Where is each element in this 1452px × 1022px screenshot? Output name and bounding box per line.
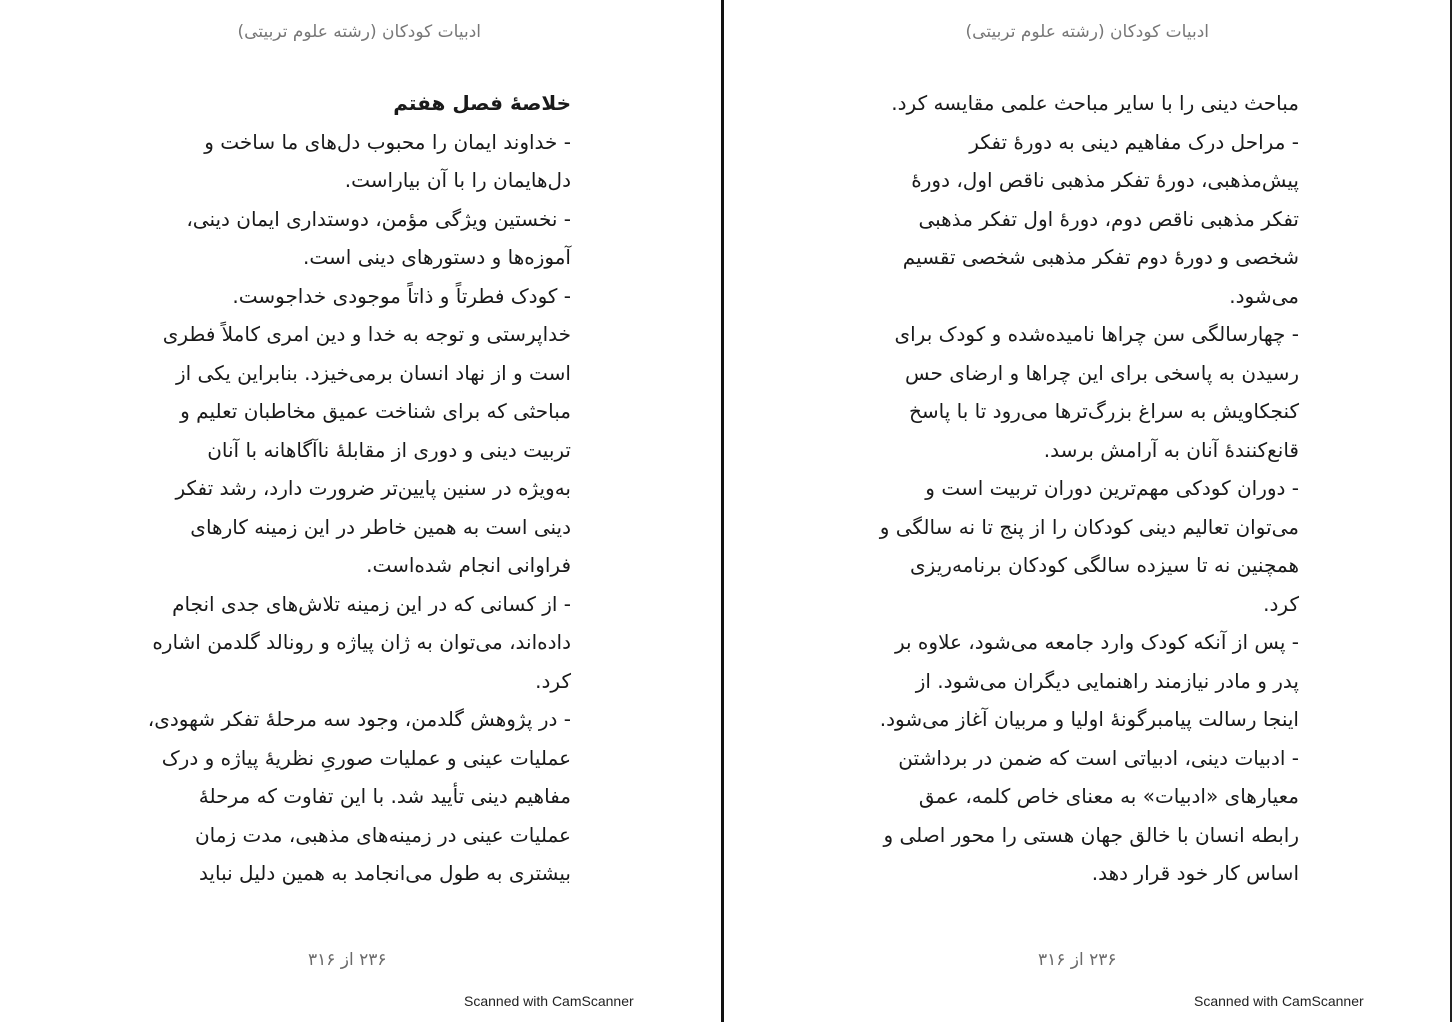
text-line: - نخستین ویژگی مؤمن، دوستداری ایمان دینی، [186, 206, 571, 231]
text-line: - ادبیات دینی، ادبیاتی است که ضمن در برداشتن [898, 745, 1299, 770]
text-line: تربیت دینی و دوری از مقابلۀ ناآگاهانه با آنان [207, 437, 571, 462]
text-line: عملیات عینی و عملیات صوریِ نظریۀ پیاژه و درک [161, 745, 571, 770]
text-line: فراوانی انجام شده‌است. [366, 553, 571, 577]
text-line: عملیات عینی در زمینه‌های مذهبی، مدت زمان [194, 822, 571, 847]
text-line: پدر و مادر نیازمند راهنمایی دیگران می‌شود. از [915, 668, 1299, 693]
text-line: تفکر مذهبی ناقص دوم، دورۀ اول تفکر مذهبی [918, 206, 1299, 231]
section-title: خلاصۀ فصل هفتم [393, 91, 571, 115]
text-line: - مراحل درک مفاهیم دینی به دورۀ تفکر [969, 129, 1299, 154]
page-number: ۲۳۶ از ۳۱۶ [1038, 950, 1117, 970]
page-number: ۲۳۶ از ۳۱۶ [308, 950, 387, 970]
text-line: مباحثی که برای شناخت عمیق مخاطبان تعلیم و [180, 399, 571, 423]
text-line: کنجکاویش به سراغ بزرگ‌ترها می‌رود تا با پاسخ [908, 399, 1299, 423]
scanner-watermark: Scanned with CamScanner [1194, 993, 1364, 1009]
text-line: دل‌هایمان را با آن بیاراست. [344, 168, 571, 192]
text-line: دینی است به همین خاطر در این زمینه کارهای [190, 514, 571, 539]
text-line: بیشتری به طول می‌انجامد به همین دلیل نباید [198, 861, 571, 885]
text-line: معیارهای «ادبیات» به معنای خاص کلمه، عمق [918, 784, 1299, 808]
text-line: مباحث دینی را با سایر مباحث علمی مقایسه کرد. [891, 91, 1299, 115]
right-page [724, 0, 1452, 1022]
page-header: ادبیات کودکان (رشته علوم تربیتی) [237, 22, 481, 42]
text-line: - دوران کودکی مهم‌ترین دوران تربیت است و [925, 476, 1299, 500]
page-body [147, 84, 571, 893]
text-line: می‌توان تعالیم دینی کودکان را از پنج تا نه سالگی و [879, 514, 1299, 539]
text-line: اینجا رسالت پیامبرگونۀ اولیا و مربیان آغاز می‌شود. [879, 707, 1299, 731]
text-line: - از کسانی که در این زمینه تلاش‌های جدی انجام [172, 591, 571, 616]
text-line: - خداوند ایمان را محبوب دل‌های ما ساخت و [204, 129, 571, 154]
text-line: آموزه‌ها و دستورهای دینی است. [303, 245, 571, 269]
text-line: داده‌اند، می‌توان به ژان پیاژه و رونالد گلدمن اشاره [152, 630, 571, 654]
text-line: مفاهیم دینی تأیید شد. با این تفاوت که مرحلۀ [198, 784, 571, 808]
page-header: ادبیات کودکان (رشته علوم تربیتی) [965, 22, 1209, 42]
scanner-watermark: Scanned with CamScanner [464, 993, 634, 1009]
text-line: اساس کار خود قرار دهد. [1091, 861, 1299, 885]
text-line: - چهارسالگی سن چراها نامیده‌شده و کودک برای [894, 322, 1299, 346]
text-line: همچنین نه تا سیزده سالگی کودکان برنامه‌ریزی [910, 553, 1299, 577]
text-line: - در پژوهش گلدمن، وجود سه مرحلۀ تفکر شهودی، [147, 707, 571, 731]
page-body [879, 84, 1299, 893]
text-line: - کودک فطرتاً و ذاتاً موجودی خداجوست. [232, 283, 571, 308]
text-line: قانع‌کنندۀ آنان به آرامش برسد. [1043, 437, 1299, 462]
text-line: کرد. [1263, 591, 1299, 616]
text-line: به‌ویژه در سنین پایین‌تر ضرورت دارد، رشد تفکر [175, 476, 571, 500]
text-line: کرد. [535, 668, 571, 693]
text-line: است و از نهاد انسان برمی‌خیزد. بنابراین یکی از [175, 360, 571, 385]
text-line: رسیدن به پاسخی برای این چراها و ارضای حس [904, 360, 1299, 385]
text-line: پیش‌مذهبی، دورۀ تفکر مذهبی ناقص اول، دورۀ [911, 168, 1299, 192]
text-line: می‌شود. [1229, 283, 1299, 308]
text-line: خداپرستی و توجه به خدا و دین امری کاملاً فطری [162, 322, 571, 346]
text-line: - پس از آنکه کودک وارد جامعه می‌شود، علاوه بر [894, 630, 1299, 654]
left-page [0, 0, 721, 1022]
text-line: شخصی و دورۀ دوم تفکر مذهبی شخصی تقسیم [902, 245, 1299, 269]
text-line: رابطه انسان با خالق جهان هستی را محور اصلی و [883, 822, 1299, 847]
